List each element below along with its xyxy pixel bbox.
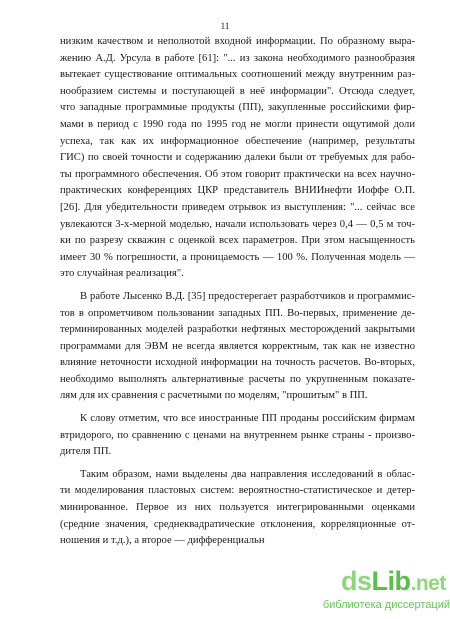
text-line: практических конференциях ЦКР представитель ВНИИнефти Иоффе О.П. — [60, 185, 415, 197]
text-line: ты программного обеспечения. Об этом говорит практически на всех научно- — [60, 168, 415, 180]
text-line: увлекаются 3-х-мерной моделью, начали использовать через 0,4 — 0,5 м точ- — [60, 218, 415, 230]
text-line: лям для их сравнения с расчетными по моделям, "прошитым" в ПП. — [60, 390, 368, 402]
text-line: ношения и т.д.), а второе — дифференциальн — [60, 535, 265, 547]
paragraph — [60, 411, 415, 461]
text-line: К слову отметим, что все иностранные ПП проданы российским фирмам — [80, 413, 415, 425]
text-line: нообразием системы и поступающей в неё информации". Отсюда следует, — [60, 85, 415, 97]
text-line: [26]. Для убедительности приведем отрывок из выступления: "... сейчас все — [60, 201, 415, 213]
watermark-subtitle: библиотека диссертаций — [322, 599, 450, 611]
watermark-logo-net: .net — [410, 572, 446, 595]
text-line: ти моделирования пластовых систем: вероятностно-статистическое и детер- — [60, 485, 415, 497]
text-line: втридорого, по сравнению с ценами на внутреннем рынке страны - произво- — [60, 429, 415, 441]
text-line: это случайная реализация". — [60, 268, 184, 280]
paragraph — [60, 467, 415, 550]
text-line: Таким образом, нами выделены два направления исследований в облас- — [80, 468, 415, 480]
paragraph — [60, 289, 415, 405]
text-line: успеха, так как их информационное обеспечение (например, результаты — [60, 135, 415, 147]
watermark-logo-lib: Lib — [371, 566, 411, 596]
text-line: имеет 30 % погрешности, а проницаемость — 100 %. Полученная модель — — [60, 251, 415, 263]
watermark-logo-ds: ds — [341, 566, 372, 596]
text-line: вытекает существование оптимальных соотношений между внутренним раз- — [60, 69, 415, 81]
paragraph — [60, 34, 415, 283]
text-line: терминированных моделей разработки нефтяных месторождений закрытыми — [60, 324, 415, 336]
page-number: 11 — [220, 21, 230, 31]
text-line: В работе Лысенко В.Д. [35] предостерегает разработчиков и программис- — [80, 290, 415, 302]
text-line: тов в опрометчивом пользовании западных ПП. Во-первых, применение де- — [60, 307, 415, 319]
text-line: что западные программные продукты (ПП), закупленные российскими фир- — [60, 102, 415, 114]
text-line: ГИС) по своей точности и содержанию далеки были от требуемых для рабо- — [60, 152, 415, 164]
text-line: низким качеством и неполнотой входной информации. По образному выра- — [60, 36, 415, 47]
watermark — [313, 566, 450, 619]
text-line: ки по разрезу скважин с оценкой всех параметров. При этом насыщенность — [60, 235, 415, 247]
text-line: необходимо выполнять альтернативные расчеты по укрупненным показате- — [60, 373, 415, 385]
text-line: мами в период с 1990 года по 1995 год не могли принести ощутимой доли — [60, 118, 415, 130]
text-line: программами для ЭВМ не всегда является корректным, так как не известно — [60, 340, 415, 352]
text-line: жению А.Д. Урсула в работе [61]: "... из закона необходимого разнообразия — [60, 52, 415, 64]
document-body — [60, 34, 415, 550]
watermark-logo — [341, 566, 446, 597]
text-line: (средние значения, среднеквадратические отклонения, корреляционные от- — [60, 518, 415, 530]
text-line: влияние неточности исходной информации на точность расчетов. Во-вторых, — [60, 357, 415, 369]
text-line: минированное. Первое из них пользуется интегрированными оценками — [60, 502, 415, 514]
text-line: дителя ПП. — [60, 446, 112, 458]
